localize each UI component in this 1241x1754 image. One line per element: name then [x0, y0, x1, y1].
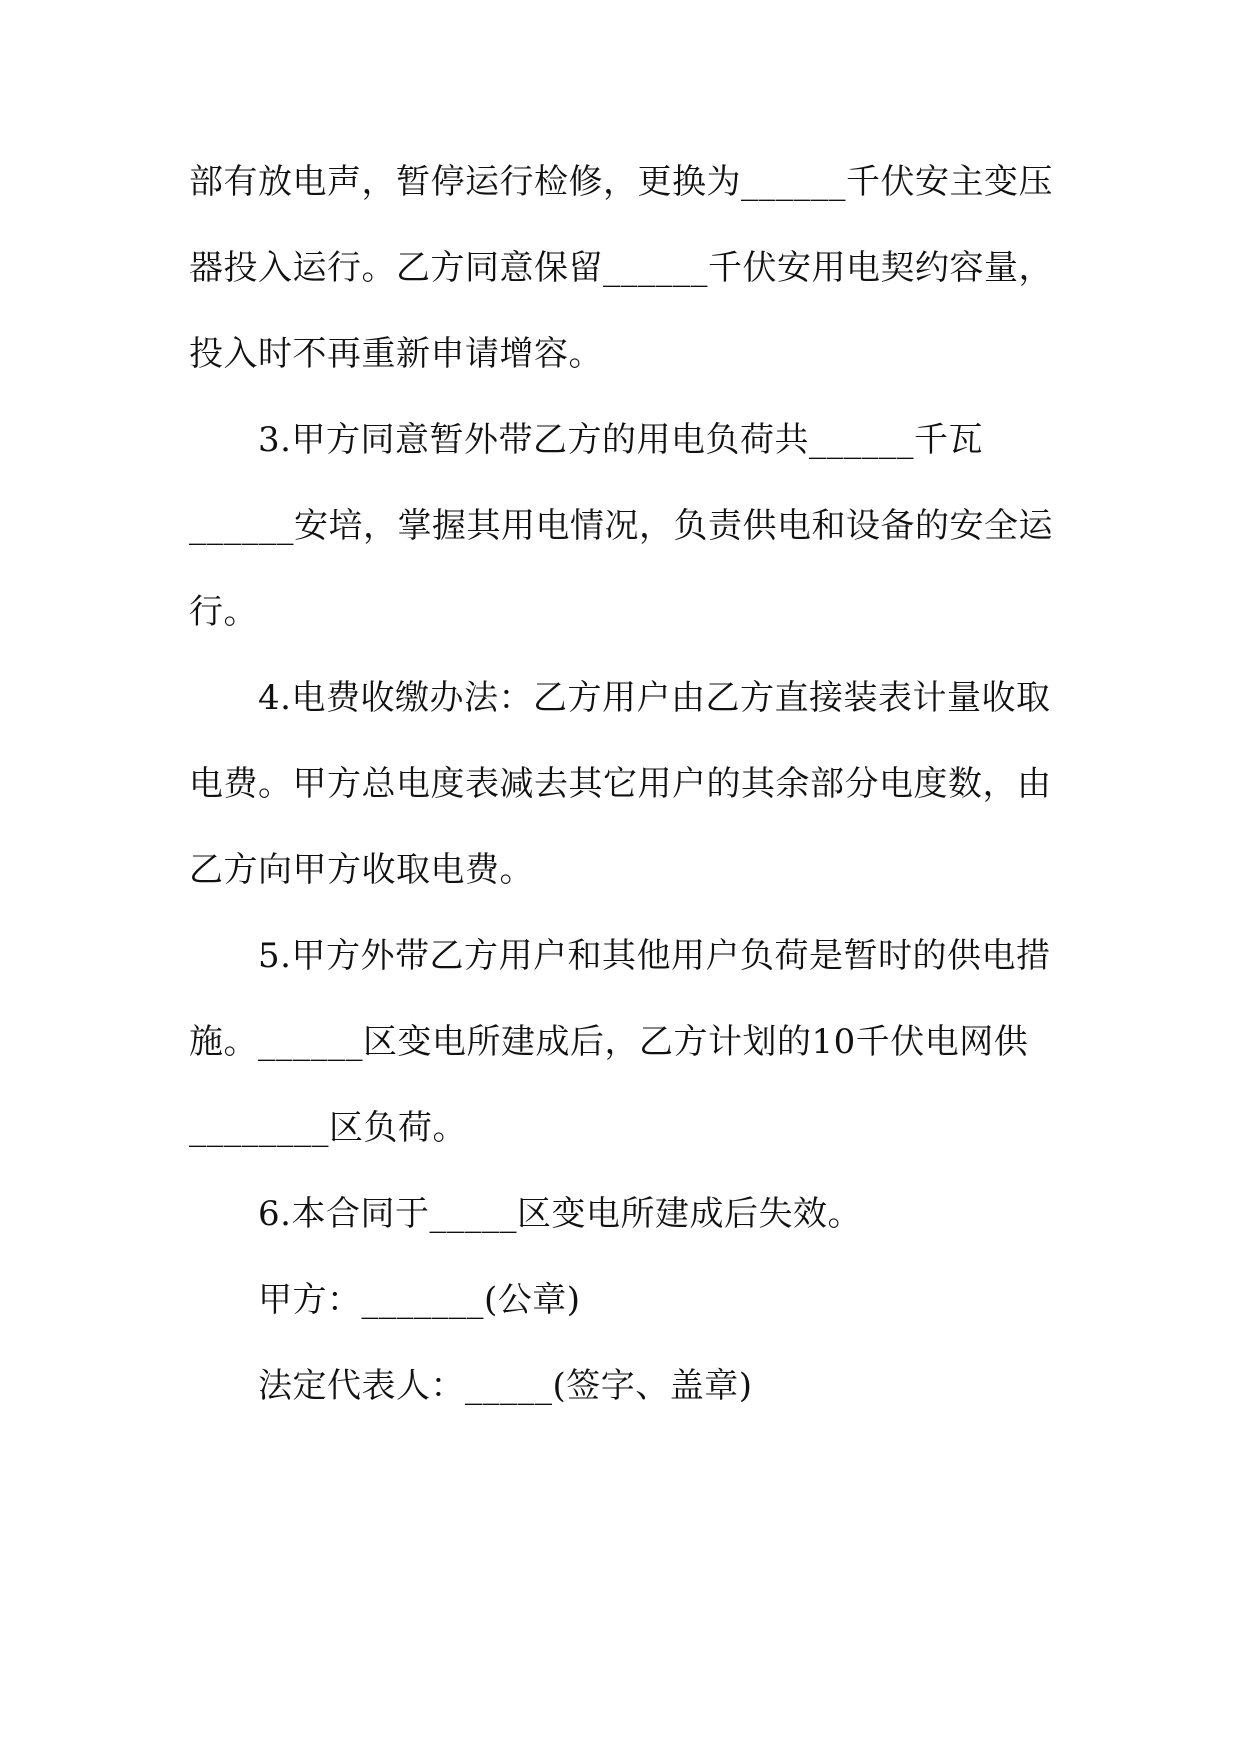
- paragraph-line: 器投入运行。乙方同意保留______千伏安用电契约容量，: [189, 248, 1053, 288]
- paragraph-line: 投入时不再重新申请增容。: [189, 334, 603, 374]
- paragraph-line: 施。______区变电所建成后，乙方计划的10千伏电网供: [189, 1022, 1029, 1062]
- clause-4-line: 4.电费收缴办法：乙方用户由乙方直接装表计量收取: [258, 678, 1051, 718]
- paragraph-line: ________区负荷。: [189, 1108, 467, 1148]
- clause-5-line: 5.甲方外带乙方用户和其他用户负荷是暂时的供电措: [258, 936, 1051, 976]
- paragraph-line: 乙方向甲方收取电费。: [189, 850, 534, 890]
- clause-6-line: 6.本合同于_____区变电所建成后失效。: [258, 1194, 862, 1234]
- paragraph-line: 部有放电声，暂停运行检修，更换为______千伏安主变压: [189, 162, 1053, 202]
- paragraph-line: 行。: [189, 592, 258, 632]
- legal-representative-line: 法定代表人：_____(签字、盖章): [258, 1366, 753, 1406]
- party-a-signature-line: 甲方：_______(公章): [258, 1280, 581, 1320]
- paragraph-line: 电费。甲方总电度表减去其它用户的其余部分电度数，由: [189, 764, 1052, 804]
- paragraph-line: ______安培，掌握其用电情况，负责供电和设备的安全运: [189, 506, 1053, 546]
- clause-3-line: 3.甲方同意暂外带乙方的用电负荷共______千瓦: [258, 420, 983, 460]
